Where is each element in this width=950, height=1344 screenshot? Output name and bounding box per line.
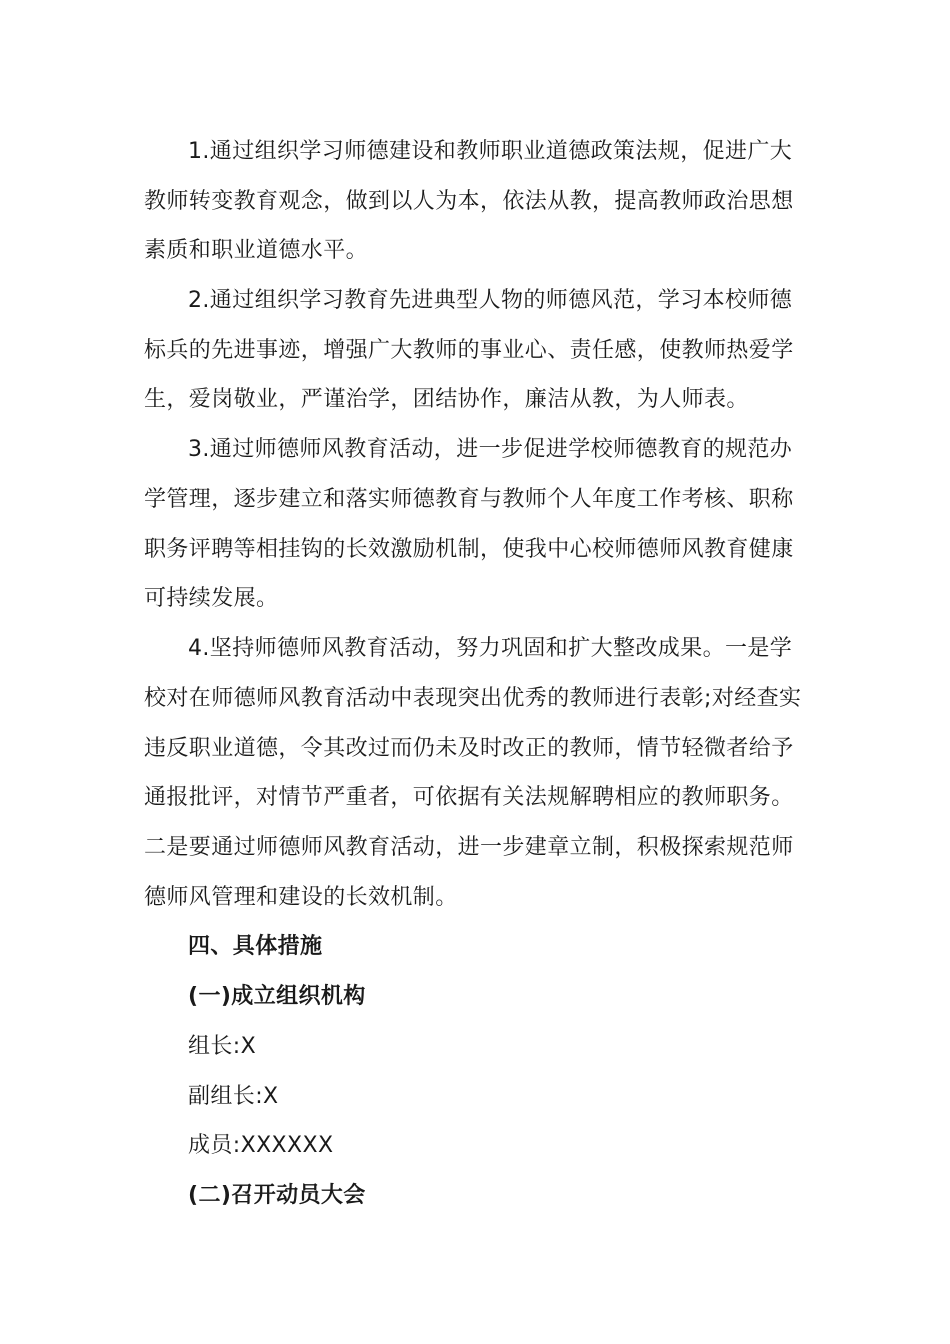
deputy-leader: 副组长:X <box>188 1084 279 1109</box>
subheading-mobilization-meeting: (二)召开动员大会 <box>188 1183 366 1208</box>
paragraph-4-line-3: 违反职业道德，令其改过而仍未及时改正的教师，情节轻微者给予 <box>144 736 794 761</box>
paragraph-2-line-2: 标兵的先进事迹，增强广大教师的事业心、责任感，使教师热爱学 <box>144 338 794 363</box>
section-heading: 四、具体措施 <box>188 934 323 959</box>
paragraph-1-line-1: 1.通过组织学习师德建设和教师职业道德政策法规，促进广大 <box>188 139 793 164</box>
paragraph-4-line-1: 4.坚持师德师风教育活动，努力巩固和扩大整改成果。一是学 <box>188 636 793 661</box>
paragraph-3-line-3: 职务评聘等相挂钩的长效激励机制，使我中心校师德师风教育健康 <box>144 537 794 562</box>
paragraph-2-line-1: 2.通过组织学习教育先进典型人物的师德风范，学习本校师德 <box>188 288 793 313</box>
paragraph-4-line-5: 二是要通过师德师风教育活动，进一步建章立制，积极探索规范师 <box>144 835 794 860</box>
group-members: 成员:XXXXXX <box>188 1133 334 1158</box>
subheading-organization: (一)成立组织机构 <box>188 984 366 1009</box>
paragraph-2-line-3: 生，爱岗敬业，严谨治学，团结协作，廉洁从教，为人师表。 <box>144 387 749 412</box>
group-leader: 组长:X <box>188 1034 257 1059</box>
paragraph-4-line-4: 通报批评，对情节严重者，可依据有关法规解聘相应的教师职务。 <box>144 785 794 810</box>
paragraph-1-line-3: 素质和职业道德水平。 <box>144 238 369 263</box>
paragraph-1-line-2: 教师转变教育观念，做到以人为本，依法从教，提高教师政治思想 <box>144 189 794 214</box>
paragraph-3-line-4: 可持续发展。 <box>144 586 279 611</box>
paragraph-4-line-2: 校对在师德师风教育活动中表现突出优秀的教师进行表彰;对经查实 <box>144 686 802 711</box>
paragraph-4-line-6: 德师风管理和建设的长效机制。 <box>144 885 458 910</box>
paragraph-3-line-2: 学管理，逐步建立和落实师德教育与教师个人年度工作考核、职称 <box>144 487 794 512</box>
paragraph-3-line-1: 3.通过师德师风教育活动，进一步促进学校师德教育的规范办 <box>188 437 793 462</box>
